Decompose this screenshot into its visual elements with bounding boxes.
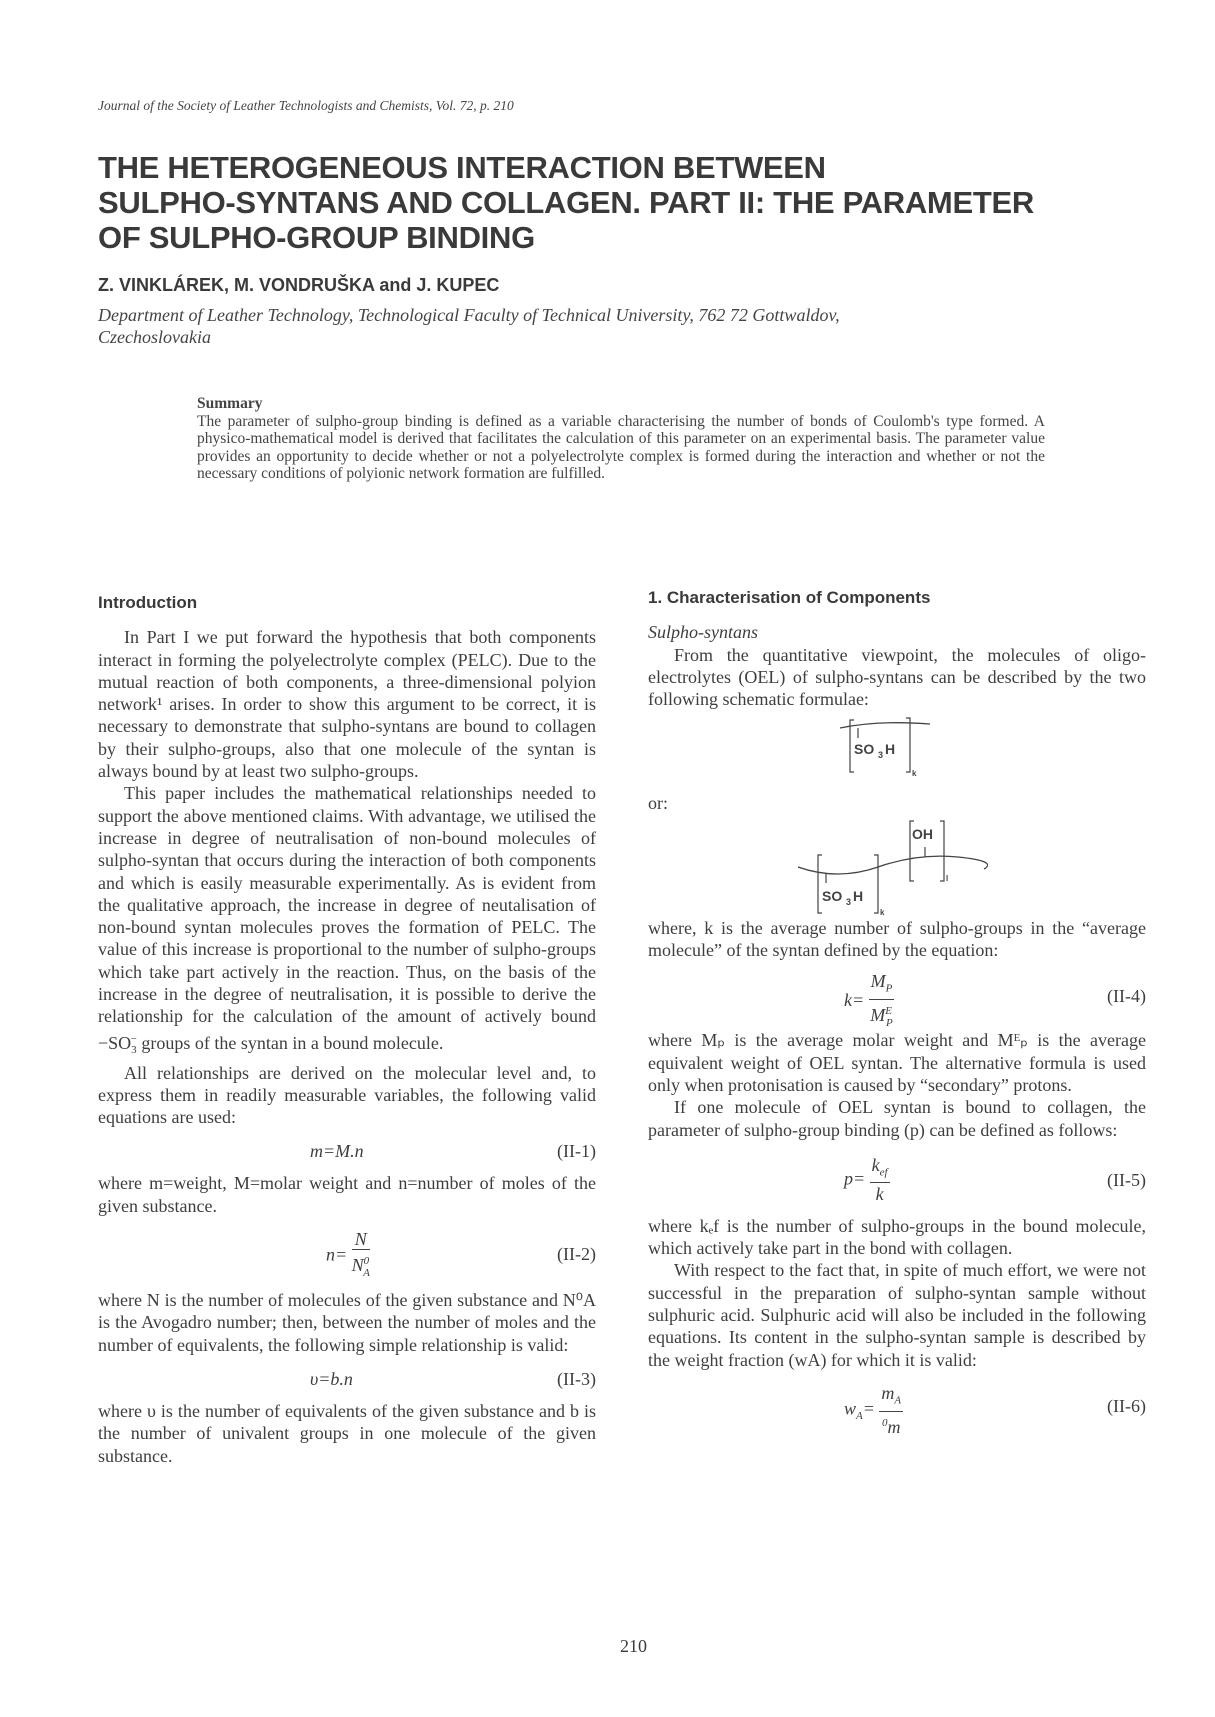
equation-II-5-expr: [844, 1155, 890, 1206]
eq6-num-sub: A: [894, 1394, 902, 1407]
so3-subscript: 3: [131, 1044, 137, 1057]
copolymer-chain-icon: [798, 815, 988, 915]
svg-text:k: k: [880, 907, 885, 915]
eq5-denominator: k: [875, 1184, 884, 1205]
equation-II-5-label: (II-5): [1107, 1169, 1146, 1190]
subheading-sulpho-syntans: Sulpho-syntans: [648, 622, 758, 643]
equation-II-6: [648, 1379, 1146, 1439]
equation-II-4: [648, 967, 1146, 1029]
eq6-lhs: w: [844, 1398, 857, 1419]
authors: Z. VINKLÁREK, M. VONDRUŠKA and J. KUPEC: [98, 275, 500, 295]
eq5-lhs: p=: [844, 1168, 866, 1189]
svg-text:H: H: [885, 741, 896, 758]
or-label: or:: [648, 793, 668, 814]
equation-II-4-expr: [844, 971, 894, 1033]
polymer-chain-icon: [838, 716, 948, 786]
intro-paragraph-3: All relationships are derived on the molecular level and, to express them in readily measurable variables, the following valid equations are used:: [98, 1062, 596, 1128]
intro-paragraph-2: [98, 782, 596, 1061]
eq4-lhs: k=: [844, 990, 865, 1011]
equation-II-5: [648, 1149, 1146, 1215]
eq6-denominator: [879, 1412, 903, 1438]
eq4-fraction: [869, 971, 895, 1033]
schematic-formula-1: [648, 710, 1146, 788]
eq4-den-sub: P: [886, 1016, 893, 1029]
introduction-heading: Introduction: [98, 593, 198, 612]
eq6-fraction: [879, 1383, 903, 1438]
section-heading: 1. Characterisation of Components: [648, 588, 931, 607]
eq6-den-base: m: [887, 1416, 901, 1437]
eq5-num-base: k: [871, 1154, 880, 1175]
right-paragraph-5: where kₑf is the number of sulpho-groups in the bound molecule, which actively take part in the bond with collagen.: [648, 1215, 1146, 1259]
affiliation-line-1: Department of Leather Technology, Technological Faculty of Technical University, 762 72 Gottwaldov,: [98, 305, 840, 325]
eq6-den-presup: 0: [882, 1416, 888, 1429]
eq2-den-base: N: [351, 1255, 364, 1276]
eq4-num-base: M: [870, 971, 886, 992]
equation-II-1-expr: m=M.n: [310, 1141, 364, 1162]
svg-text:l: l: [946, 873, 949, 883]
right-column: [648, 587, 1146, 1439]
eq4-num-sub: P: [885, 982, 893, 995]
right-paragraph-2: where, k is the average number of sulpho-groups in the “average molecule” of the syntan defined by the equation:: [648, 917, 1146, 961]
eq6-lhs-sub: A: [856, 1409, 863, 1422]
svg-text:OH: OH: [912, 825, 933, 842]
page-number: 210: [620, 1636, 647, 1656]
equation-II-2-label: (II-2): [557, 1244, 596, 1265]
article-title: [98, 150, 1128, 255]
affiliation: [98, 304, 1098, 348]
svg-text:H: H: [853, 887, 864, 904]
text-after-eq3: where υ is the number of equivalents of the given substance and b is the number of univalent groups in one molecule of the given substance.: [98, 1400, 596, 1466]
eq2-lhs: n=: [326, 1244, 348, 1265]
title-line-3: OF SULPHO-GROUP BINDING: [98, 220, 535, 255]
equation-II-6-label: (II-6): [1107, 1395, 1146, 1416]
intro-paragraph-2-text: This paper includes the mathematical relationships needed to support the above mentioned claims. With advantage, we utilised the increase in degree of neutralisation of non-bound molecules of sulpho-syntan that occurs during the interaction of both components and which is easily measurable experimentally. As is evident from the qualitative approach, the increase in degree of neutalisation of non-bound syntan molecules proves the formation of PELC. The value of this increase is proportional to the number of sulpho-groups which take part actively in the reaction. Thus, on the basis of the increase in the degree of neutralisation, it is possible to derive the relationship for the calculation of the amount of actively bound −SO: [98, 783, 596, 1053]
eq2-fraction: [352, 1229, 370, 1284]
schematic-formula-2: [648, 815, 1146, 915]
right-paragraph-1: From the quantitative viewpoint, the molecules of oligo-electrolytes (OEL) of sulpho-syntans can be described by the two following schematic formulae:: [648, 644, 1146, 710]
summary-text: The parameter of sulpho-group binding is defined as a variable characterising the number of bonds of Coulomb's type formed. A physico-mathematical model is derived that facilitates the calculation of this parameter on an experimental basis. The parameter value provides an opportunity to decide whether or not a polyelectrolyte complex is formed during the interaction and whether or not the necessary conditions of polyionic network formation are fulfilled.: [197, 412, 1045, 483]
equation-II-3: [98, 1368, 596, 1390]
eq4-denominator: [869, 1000, 895, 1034]
equation-II-3-label: (II-3): [557, 1368, 596, 1389]
eq5-numerator: [870, 1155, 890, 1184]
equation-II-1-label: (II-1): [557, 1141, 596, 1162]
equation-II-2-expr: [326, 1229, 370, 1284]
intro-paragraph-1: In Part I we put forward the hypothesis that both components interact in forming the polyelectrolyte complex (PELC). Due to the mutual reaction of both components, a three-dimensional polyion network¹ arises. In order to show this argument to be correct, it is necessary to demonstrate that sulpho-syntans are bound to collagen by their sulpho-groups, also that one molecule of the syntan is always bound by at least two sulpho-groups.: [98, 627, 596, 782]
right-paragraph-6: With respect to the fact that, in spite of much effort, we were not successful in the preparation of sulpho-syntan sample without sulphuric acid. Sulphuric acid will also be included in the following equations. Its content in the sulpho-syntan sample is described by the weight fraction (wA) for which it is valid:: [648, 1260, 1146, 1370]
right-paragraph-4: If one molecule of OEL syntan is bound to collagen, the parameter of sulpho-group binding (p) can be defined as follows:: [648, 1097, 1146, 1140]
so3-charge: −: [130, 1032, 137, 1045]
journal-citation: Journal of the Society of Leather Technologists and Chemists, Vol. 72, p. 210: [98, 98, 514, 113]
equation-II-3-expr: υ=b.n: [310, 1368, 353, 1389]
right-paragraph-3: where Mₚ is the average molar weight and Mᴱₚ is the average equivalent weight of OEL syntan. The alternative formula is used only when protonisation is caused by “secondary” protons.: [648, 1030, 1146, 1095]
title-line-2: SULPHO-SYNTANS AND COLLAGEN. PART II: THE PARAMETER: [98, 185, 1034, 220]
svg-text:SO: SO: [854, 741, 875, 758]
intro-paragraph-2-end: groups of the syntan in a bound molecule.: [136, 1032, 444, 1053]
eq6-numerator: [879, 1383, 903, 1412]
eq2-den-sup: 0: [363, 1255, 370, 1268]
eq5-num-sub: ef: [879, 1166, 888, 1179]
title-line-1: THE HETEROGENEOUS INTERACTION BETWEEN: [98, 150, 826, 185]
svg-text:3: 3: [846, 896, 852, 907]
affiliation-line-2: Czechoslovakia: [98, 327, 211, 347]
equation-II-4-label: (II-4): [1107, 986, 1146, 1007]
eq2-numerator: N: [352, 1229, 370, 1250]
eq2-den-sub: A: [363, 1266, 370, 1279]
equation-II-6-expr: $w_A=$ $\frac{m_A}{^0m}$: [844, 1382, 902, 1437]
left-column: [98, 592, 596, 1467]
text-after-eq2: where N is the number of molecules of the given substance and N⁰A is the Avogadro number; then, between the number of moles and the number of equivalents, the following simple relationship is valid:: [98, 1290, 596, 1355]
svg-text:3: 3: [878, 750, 884, 761]
eq2-denominator: [352, 1250, 370, 1284]
summary-heading: Summary: [197, 395, 263, 412]
eq4-den-sup: E: [885, 1004, 892, 1017]
eq4-numerator: [869, 971, 895, 1000]
svg-text:k: k: [912, 769, 917, 779]
text-after-eq1: where m=weight, M=molar weight and n=number of moles of the given substance.: [98, 1173, 596, 1216]
eq4-den-base: M: [870, 1004, 886, 1025]
equation-II-1: [98, 1140, 596, 1162]
eq6-num-base: m: [881, 1382, 895, 1403]
summary-block: [197, 395, 1045, 483]
eq5-fraction: [870, 1155, 890, 1206]
svg-text:SO: SO: [822, 887, 843, 904]
equation-II-2: [98, 1225, 596, 1283]
